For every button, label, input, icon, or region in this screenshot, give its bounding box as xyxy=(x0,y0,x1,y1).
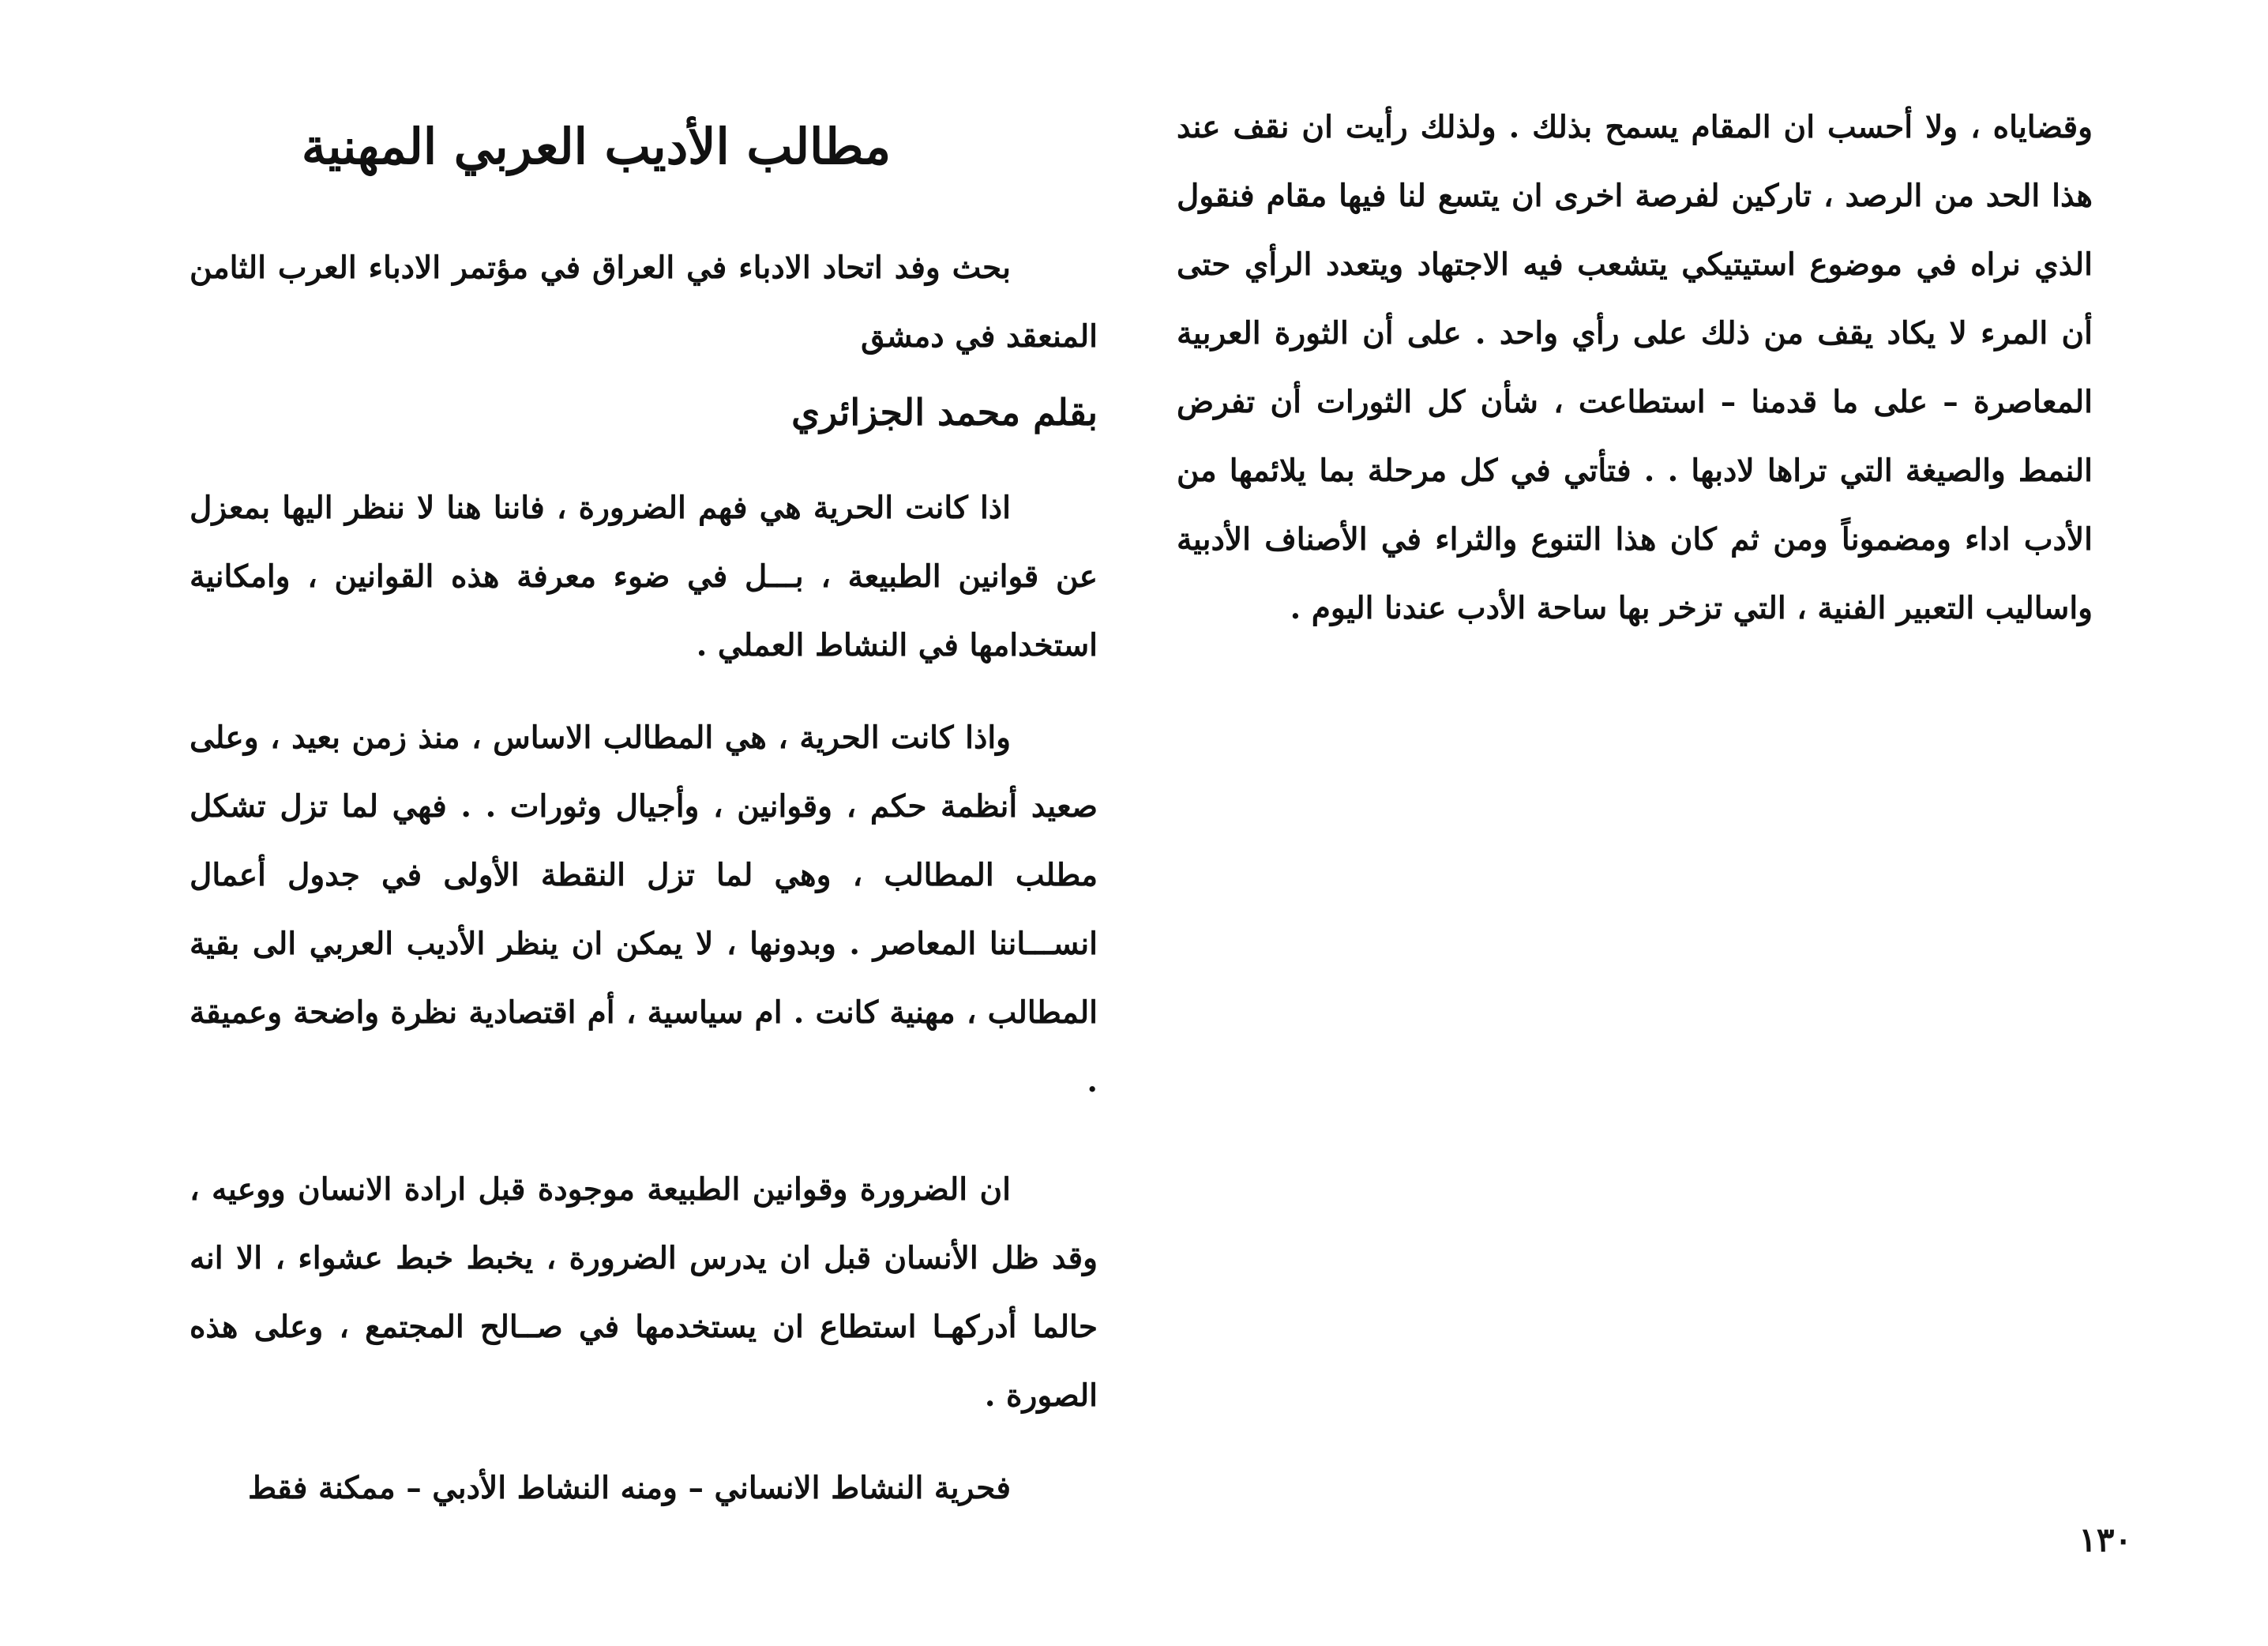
article-title: مطالب الأديب العربي المهنية xyxy=(301,118,892,175)
right-column xyxy=(1177,93,2093,643)
body-paragraph-3: ان الضرورة وقوانين الطبيعة موجودة قبل ارادة الانسان ووعيه ، وقد ظل الأنسان قبل ان يدرس الضرورة ، يخبط خبط عشواء ، الا انه حالما أدركهـا استطاع ان يستخدمها في صــالح المجتمع ، وعلى هذه الصورة . xyxy=(190,1171,1098,1414)
continued-paragraph: وقضاياه ، ولا أحسب ان المقام يسمح بذلك . ولذلك رأيت ان نقف عند هذا الحد من الرصد ، تاركين لفرصة اخرى ان يتسع لنا فيها مقام فنقول الذي نراه في موضوع استيتيكي يتشعب فيه الاجتهاد ويتعدد الرأي حتى أن المرء لا يكاد يقف من ذلك على رأي واحد . على أن الثورة العربية المعاصرة – على ما قدمنا – استطاعت ، شأن كل الثورات أن تفرض النمط والصيغة التي تراها لادبها . . فتأتي في كل مرحلة بما يلائمها من الأدب اداء ومضموناً ومن ثم كان هذا التنوع والثراء في الأصناف الأدبية واساليب التعبير الفنية ، التي تزخر بها ساحة الأدب عندنا اليوم . xyxy=(1177,109,2093,626)
left-column xyxy=(190,93,1098,1523)
body-paragraph-4: فحرية النشاط الانساني – ومنه النشاط الأدبي – ممكنة فقط xyxy=(248,1470,1011,1506)
article-subtitle: بحث وفد اتحاد الادباء في العراق في مؤتمر الادباء العرب الثامن المنعقد في دمشق xyxy=(190,250,1098,355)
article-byline: بقلم محمد الجزائري xyxy=(791,391,1098,434)
body-paragraph-2: واذا كانت الحرية ، هي المطالب الاساس ، منذ زمن بعيد ، وعلى صعيد أنظمة حكم ، وقوانين ، وأجيال وثورات . . فهي لما تزل تشكل مطلب المطالب ، وهي لما تزل النقطة الأولى في جدول أعمال انســـاننا المعاصر . وبدونها ، لا يمكن ان ينظر الأديب العربي الى بقية المطالب ، مهنية كانت . ام سياسية ، أم اقتصادية نظرة واضحة وعميقة . xyxy=(190,720,1098,1099)
page-number: ١٣٠ xyxy=(2078,1520,2132,1559)
body-paragraph-1: اذا كانت الحرية هي فهم الضرورة ، فاننا هنا لا ننظر اليها بمعزل عن قوانين الطبيعة ، بـــل في ضوء معرفة هذه القوانين ، وامكانية استخدامها في النشاط العملي . xyxy=(190,490,1098,663)
